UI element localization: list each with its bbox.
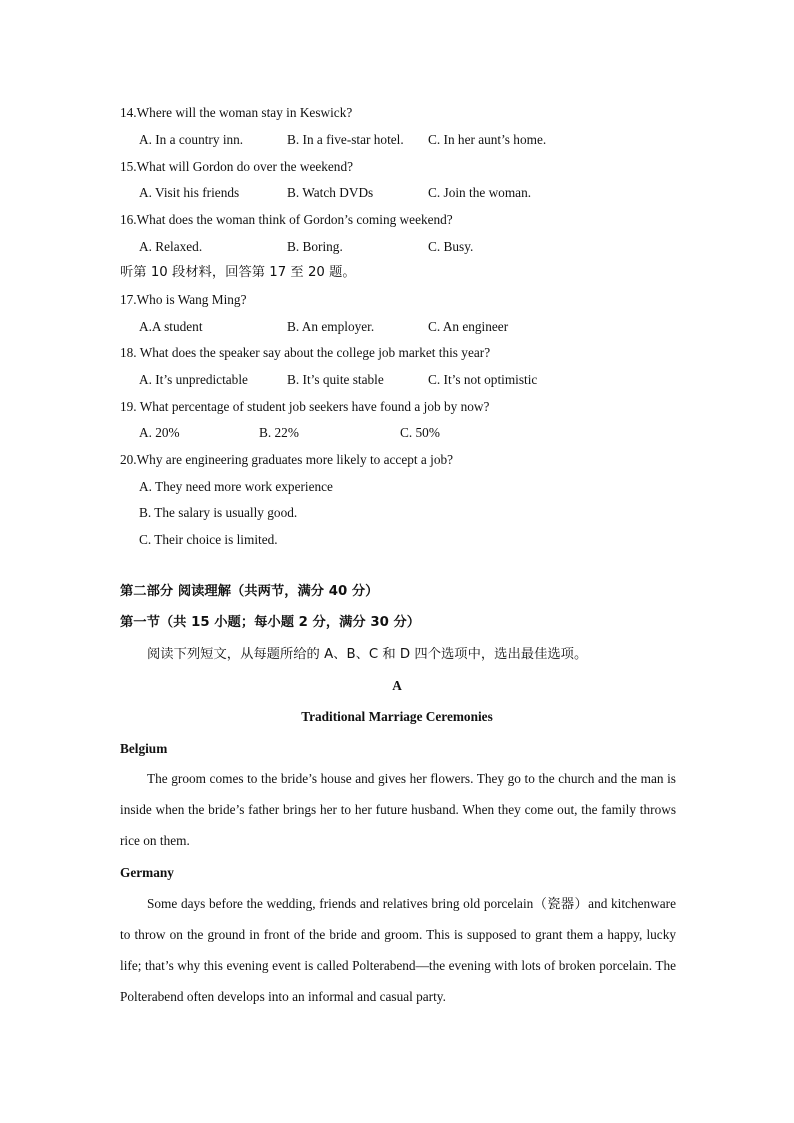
q20-option-b: B. The salary is usually good.: [139, 505, 298, 520]
q14-option-b: B. In a five-star hotel.: [287, 132, 404, 147]
q18-option-b: B. It’s quite stable: [287, 372, 384, 387]
question-19: 19. What percentage of student job seekers have found a job by now?: [120, 399, 490, 414]
reading-instruction: 阅读下列短文，从每题所给的 A、B、C 和 D 四个选项中，选出最佳选项。: [147, 647, 588, 662]
question-17: 17.Who is Wang Ming?: [120, 292, 247, 307]
question-14: 14.Where will the woman stay in Keswick?: [120, 105, 353, 120]
q14-option-c: C. In her aunt’s home.: [428, 132, 547, 147]
q16-option-c: C. Busy.: [428, 239, 474, 254]
passage-letter: A: [392, 678, 402, 693]
q17-option-b: B. An employer.: [287, 319, 375, 334]
q15-option-a: A. Visit his friends: [139, 185, 240, 200]
part2-heading: 第二部分 阅读理解（共两节，满分 40 分）: [120, 584, 379, 599]
q18-option-a: A. It’s unpredictable: [139, 372, 248, 387]
section1-heading: 第一节（共 15 小题；每小题 2 分，满分 30 分）: [120, 615, 421, 630]
germany-heading: Germany: [120, 865, 174, 880]
q20-option-c: C. Their choice is limited.: [139, 532, 278, 547]
q19-option-c: C. 50%: [400, 425, 440, 440]
passage-title: Traditional Marriage Ceremonies: [301, 709, 493, 724]
belgium-paragraph: The groom comes to the bride’s house and gives her flowers. They go to the church and the man is inside when the bride’s father brings her to her future husband. When they come out, the family throws rice on them.: [120, 771, 676, 848]
material-10-instruction: 听第 10 段材料，回答第 17 至 20 题。: [120, 265, 356, 280]
q15-option-c: C. Join the woman.: [428, 185, 532, 200]
q18-option-c: C. It’s not optimistic: [428, 372, 538, 387]
question-16: 16.What does the woman think of Gordon’s coming weekend?: [120, 212, 453, 227]
germany-paragraph: Some days before the wedding, friends and relatives bring old porcelain（瓷器）and kitchenware to throw on the ground in front of the bride and groom. This is supposed to grant them a happy, lucky life; that’s why this evening event is called Polterabend—the evening with lots of broken porcelain. The Polterabend often develops into an informal and casual party.: [120, 896, 676, 1004]
question-15: 15.What will Gordon do over the weekend?: [120, 159, 353, 174]
q17-option-a: A.A student: [139, 319, 203, 334]
q14-option-a: A. In a country inn.: [139, 132, 244, 147]
q16-option-b: B. Boring.: [287, 239, 343, 254]
question-20: 20.Why are engineering graduates more likely to accept a job?: [120, 452, 454, 467]
q16-option-a: A. Relaxed.: [139, 239, 203, 254]
question-18: 18. What does the speaker say about the college job market this year?: [120, 345, 491, 360]
q15-option-b: B. Watch DVDs: [287, 185, 374, 200]
q17-option-c: C. An engineer: [428, 319, 509, 334]
q19-option-b: B. 22%: [259, 425, 299, 440]
q20-option-a: A. They need more work experience: [139, 479, 333, 494]
q19-option-a: A. 20%: [139, 425, 180, 440]
belgium-heading: Belgium: [120, 741, 168, 756]
